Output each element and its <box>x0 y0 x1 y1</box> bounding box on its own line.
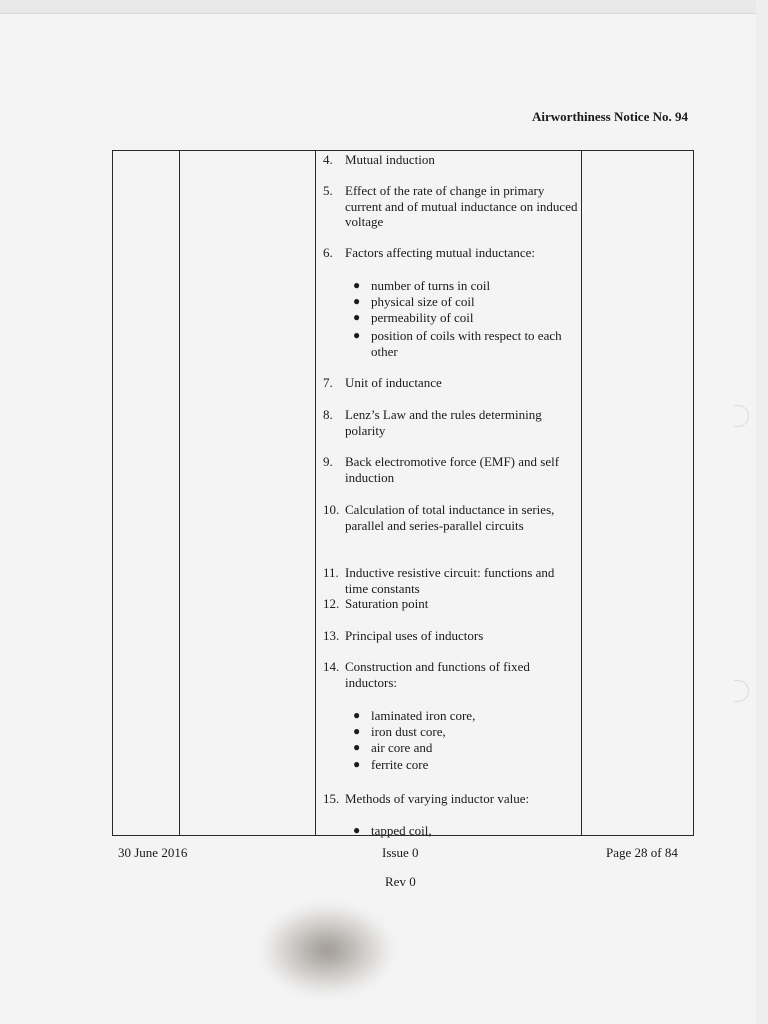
bullet-icon: ● <box>353 708 361 722</box>
bullet-item: ● position of coils with respect to each other <box>353 328 562 359</box>
footer-issue: Issue 0 <box>382 845 419 860</box>
bullet-icon: ● <box>353 740 361 754</box>
column-divider <box>315 151 316 835</box>
list-item: 11. Inductive resistive circuit: functions and time constants <box>323 565 555 596</box>
list-item: 12. Saturation point <box>323 596 429 611</box>
footer-page: Page 28 of 84 <box>606 845 678 860</box>
footer-rev: Rev 0 <box>385 874 416 889</box>
bullet-item: ● tapped coil, <box>353 823 432 838</box>
bullet-icon: ● <box>353 278 361 292</box>
bullet-icon: ● <box>353 757 361 771</box>
bullet-item: ● number of turns in coil <box>353 278 491 293</box>
punch-hole-mark <box>734 680 749 702</box>
scan-smudge <box>262 905 392 995</box>
footer-date: 30 June 2016 <box>118 845 188 860</box>
punch-hole-mark <box>734 405 749 427</box>
column-divider <box>179 151 180 835</box>
list-item: 10. Calculation of total inductance in series, parallel and series-parallel circuits <box>323 502 555 533</box>
bullet-item: ● laminated iron core, <box>353 708 476 723</box>
list-item: 7. Unit of inductance <box>323 375 442 390</box>
bullet-icon: ● <box>353 294 361 308</box>
list-item: 4. Mutual induction <box>323 152 435 167</box>
bullet-item: ● iron dust core, <box>353 724 446 739</box>
list-item: 14. Construction and functions of fixed inductors: <box>323 659 530 690</box>
document-header: Airworthiness Notice No. 94 <box>532 109 688 124</box>
list-item: 5. Effect of the rate of change in primary current and of mutual inductance on induced voltage <box>323 183 578 229</box>
list-item: 8. Lenz’s Law and the rules determining polarity <box>323 407 542 438</box>
bullet-item: ● permeability of coil <box>353 310 474 325</box>
bullet-item: ● ferrite core <box>353 757 429 772</box>
page-top-edge <box>0 0 768 14</box>
bullet-icon: ● <box>353 310 361 324</box>
bullet-item: ● physical size of coil <box>353 294 475 309</box>
page-right-edge <box>756 0 768 1024</box>
bullet-item: ● air core and <box>353 740 433 755</box>
bullet-icon: ● <box>353 724 361 738</box>
list-item: 15. Methods of varying inductor value: <box>323 791 530 806</box>
list-item: 9. Back electromotive force (EMF) and self induction <box>323 454 560 485</box>
column-divider <box>581 151 582 835</box>
bullet-icon: ● <box>353 328 361 342</box>
list-item: 13. Principal uses of inductors <box>323 628 484 643</box>
bullet-icon: ● <box>353 823 361 837</box>
list-item: 6. Factors affecting mutual inductance: <box>323 245 535 260</box>
syllabus-table <box>112 150 694 836</box>
